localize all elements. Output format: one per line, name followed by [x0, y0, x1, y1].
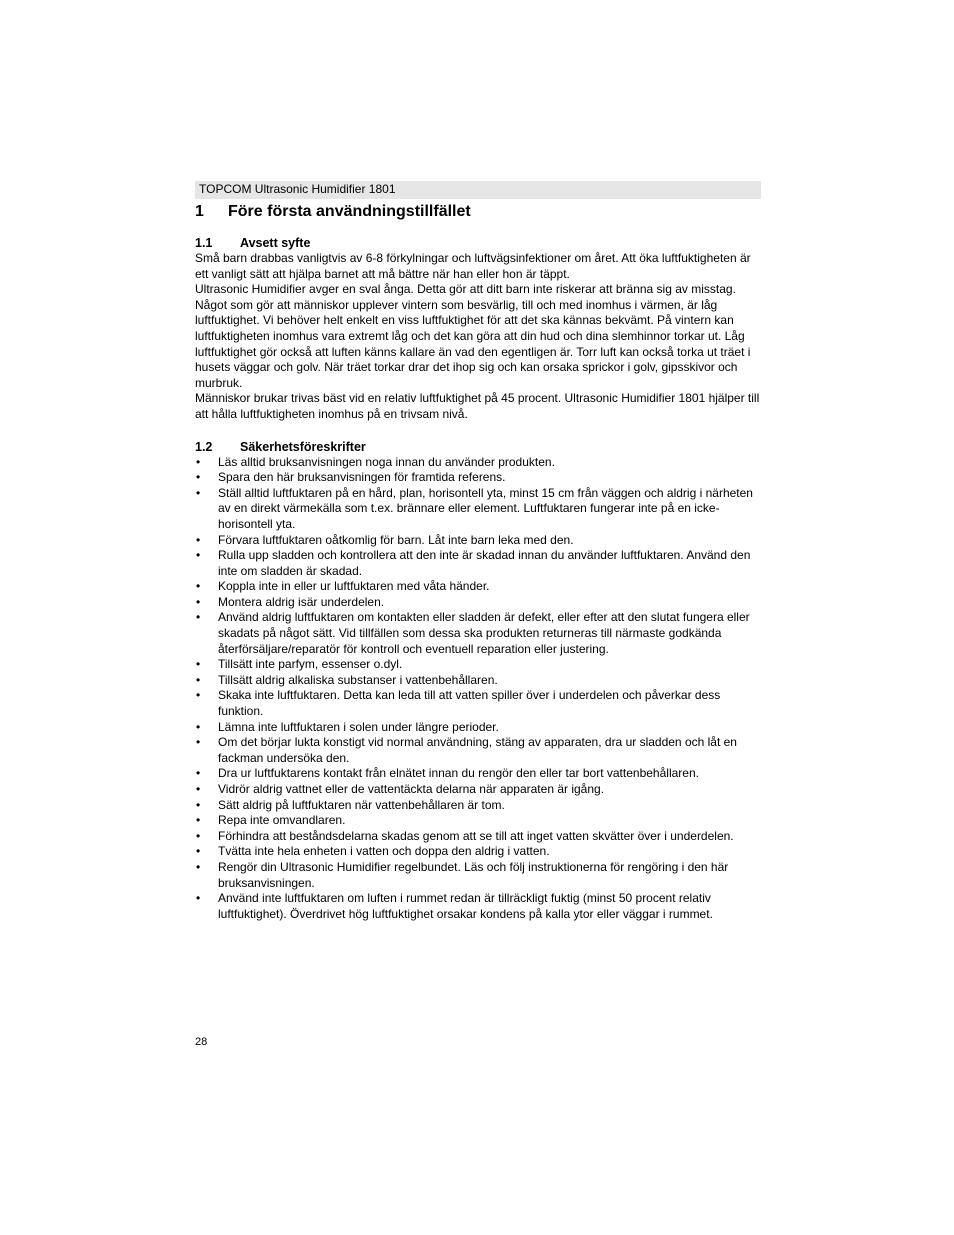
list-item	[195, 548, 761, 579]
list-item-text: Montera aldrig isär underdelen.	[218, 594, 385, 609]
list-item-text: Dra ur luftfuktarens kontakt från elnätet innan du rengör den eller tar bort vattenbehållaren.	[218, 766, 699, 781]
bullet-icon: •	[196, 485, 201, 500]
list-item-text: Ställ alltid luftfuktaren på en hård, plan, horisontell yta, minst 15 cm från väggen och aldrig i närheten av en direkt värmekälla som t.ex. brännare eller element. Luftfuktaren fungerar inte på en icke-horisontell yta.	[218, 485, 753, 531]
list-item-text: Förvara luftfuktaren oåtkomlig för barn. Låt inte barn leka med den.	[218, 532, 574, 547]
list-item-text: Sätt aldrig på luftfuktaren när vattenbehållaren är tom.	[218, 797, 505, 812]
list-item-text: Rulla upp sladden och kontrollera att den inte är skadad innan du använder luftfuktaren. Använd den inte om sladden är skadad.	[218, 548, 751, 578]
list-item-text: Om det börjar lukta konstigt vid normal användning, stäng av apparaten, dra ur sladden och låt en fackman undersöka den.	[218, 735, 737, 765]
bullet-icon: •	[196, 859, 201, 874]
list-item-text: Skaka inte luftfuktaren. Detta kan leda till att vatten spiller över i underdelen och påverkar dess funktion.	[218, 688, 721, 719]
list-item-text: Tillsätt inte parfym, essenser o.dyl.	[218, 657, 403, 672]
section-number: 1	[195, 203, 204, 220]
list-item	[195, 798, 761, 814]
bullet-icon: •	[196, 719, 201, 734]
list-item	[195, 688, 761, 719]
bullet-icon: •	[196, 594, 201, 609]
bullet-icon: •	[196, 532, 201, 547]
list-item	[195, 579, 761, 595]
list-item-text: Förhindra att beståndsdelarna skadas genom att se till att inget vatten skvätter över i underdelen.	[218, 828, 734, 843]
bullet-icon: •	[196, 828, 201, 843]
list-item	[195, 720, 761, 736]
bullet-icon: •	[196, 657, 201, 672]
list-item	[195, 533, 761, 549]
list-item	[195, 455, 761, 471]
bullet-icon: •	[196, 579, 201, 594]
subsection-title: Säkerhetsföreskrifter	[240, 439, 366, 454]
list-item-text: Använd inte luftfuktaren om luften i rummet redan är tillräckligt fuktig (minst 50 procent relativ luftfuktighet). Överdrivet hög luftfuktighet orsakar kondens på kalla ytor eller väggar i rummet.	[218, 891, 713, 921]
bullet-icon: •	[196, 548, 201, 563]
bullet-icon: •	[196, 688, 201, 703]
list-item-text: Tillsätt aldrig alkaliska substanser i vattenbehållaren.	[218, 672, 498, 687]
list-item	[195, 782, 761, 798]
list-item-text: Använd aldrig luftfuktaren om kontakten eller sladden är defekt, eller efter att den slutat fungera eller skadats på något sätt. Vid tillfällen som dessa ska produkten returneras till närmaste godkända återförsäljare/reparatör för kontroll och eventuell reparation eller justering.	[218, 610, 750, 656]
header-title: TOPCOM Ultrasonic Humidifier 1801	[199, 182, 396, 196]
list-item-text: Spara den här bruksanvisningen för framtida referens.	[218, 470, 506, 485]
safety-instructions-list	[195, 455, 761, 923]
bullet-icon: •	[196, 813, 201, 828]
page-number: 28	[195, 1036, 208, 1048]
list-item-text: Tvätta inte hela enheten i vatten och doppa den aldrig i vatten.	[218, 844, 550, 859]
paragraph: Små barn drabbas vanligtvis av 6-8 förkylningar och luftvägsinfektioner om året. Att öka luftfuktigheten är ett vanligt sätt att hjälpa barnet att må bättre när han eller hon är täppt.	[195, 251, 751, 281]
section-heading	[195, 201, 761, 223]
bullet-icon: •	[196, 891, 201, 906]
list-item-text: Lämna inte luftfuktaren i solen under längre perioder.	[218, 719, 499, 734]
bullet-icon: •	[196, 610, 201, 625]
subsection-number: 1.1	[195, 236, 213, 250]
list-item	[195, 673, 761, 689]
list-item	[195, 860, 761, 891]
list-item	[195, 735, 761, 766]
list-item-text: Läs alltid bruksanvisningen noga innan du använder produkten.	[218, 454, 555, 469]
page-content	[195, 201, 761, 922]
list-item	[195, 766, 761, 782]
list-item	[195, 595, 761, 611]
list-item	[195, 813, 761, 829]
list-item	[195, 470, 761, 486]
bullet-icon: •	[196, 844, 201, 859]
bullet-icon: •	[196, 672, 201, 687]
list-item	[195, 844, 761, 860]
list-item	[195, 486, 761, 533]
section-title: Före första användningstillfället	[228, 203, 471, 220]
bullet-icon: •	[196, 782, 201, 796]
list-item-text: Vidrör aldrig vattnet eller de vattentäckta delarna när apparaten är igång.	[218, 782, 605, 796]
list-item-text: Koppla inte in eller ur luftfuktaren med våta händer.	[218, 579, 490, 594]
document-header	[195, 181, 761, 199]
paragraph: Ultrasonic Humidifier avger en sval ånga. Detta gör att ditt barn inte riskerar att bränna sig av misstag. Något som gör att människor upplever vintern som besvärlig, till och med inomhus i värmen, är låg luftfuktighet. Vi behöver helt enkelt en viss luftfuktighet för att det ska kännas bekvämt. På vintern kan luftfuktigheten inomhus vara extremt låg och det kan göra att din hud och dina slemhinnor torkar ut. Låg luftfuktighet gör också att luften känns kallare än vad den egentligen är. Torr luft kan också torka ut träet i husets väggar och golv. När träet torkar drar det ihop sig och kan orsaka sprickor i golv, gipsskivor och murbruk.	[195, 282, 751, 390]
bullet-icon: •	[196, 470, 201, 485]
bullet-icon: •	[196, 735, 201, 750]
subsection-heading-purpose	[195, 235, 761, 251]
bullet-icon: •	[196, 766, 201, 781]
subsection-number: 1.2	[195, 439, 213, 454]
subsection-title: Avsett syfte	[240, 236, 311, 250]
list-item	[195, 829, 761, 845]
subsection-heading-safety	[195, 439, 761, 455]
bullet-icon: •	[196, 797, 201, 812]
bullet-icon: •	[196, 454, 201, 469]
paragraph: Människor brukar trivas bäst vid en relativ luftfuktighet på 45 procent. Ultrasonic Humidifier 1801 hjälper till att hålla luftfuktigheten inomhus på en trivsam nivå.	[195, 391, 760, 421]
purpose-text	[195, 251, 761, 423]
list-item-text: Repa inte omvandlaren.	[218, 813, 346, 828]
list-item	[195, 891, 761, 922]
list-item-text: Rengör din Ultrasonic Humidifier regelbundet. Läs och följ instruktionerna för rengöring i den här bruksanvisningen.	[218, 859, 729, 890]
list-item	[195, 610, 761, 657]
list-item	[195, 657, 761, 673]
